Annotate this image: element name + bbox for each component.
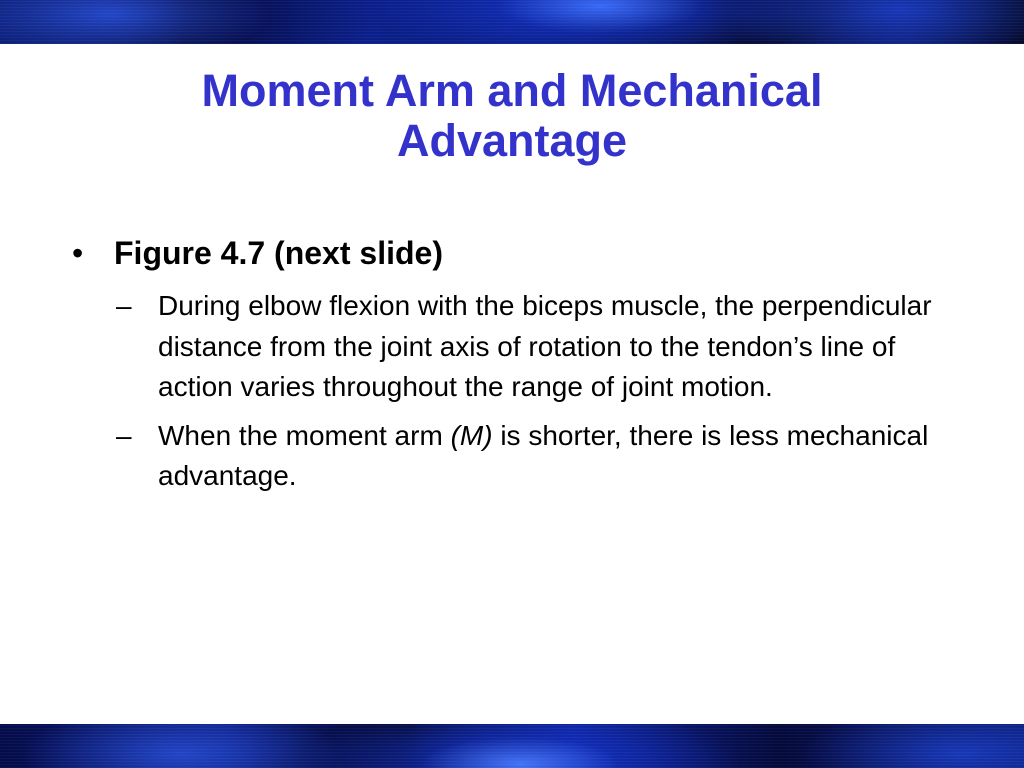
- moment-arm-symbol: (M): [450, 419, 493, 451]
- top-decorative-band: [0, 0, 1024, 44]
- slide-title-line-1: Moment Arm and Mechanical: [201, 65, 823, 116]
- bullet-marker-icon: •: [72, 235, 84, 271]
- slide-title-line-2: Advantage: [396, 115, 628, 166]
- sub-bullet-item-1: [116, 286, 972, 408]
- sub-bullet-text-2-before: When the moment arm: [158, 419, 451, 451]
- slide-title: [60, 66, 964, 166]
- dash-marker-icon: –: [116, 290, 132, 321]
- sub-bullet-item-2: [116, 416, 972, 497]
- bullet-text: Figure 4.7 (next slide): [114, 235, 443, 271]
- sub-bullet-text-1: During elbow flexion with the biceps muscle, the perpendicular distance from the joint axis of rotation to the tendon’s line of action varies throughout the range of joint motion.: [158, 290, 932, 402]
- dash-marker-icon: –: [116, 419, 132, 451]
- slide-body: [72, 232, 972, 497]
- bullet-item: [72, 232, 972, 274]
- bottom-decorative-band: [0, 724, 1024, 768]
- sub-bullet-text-2-after: is shorter, there is less mechanical advantage.: [158, 419, 929, 491]
